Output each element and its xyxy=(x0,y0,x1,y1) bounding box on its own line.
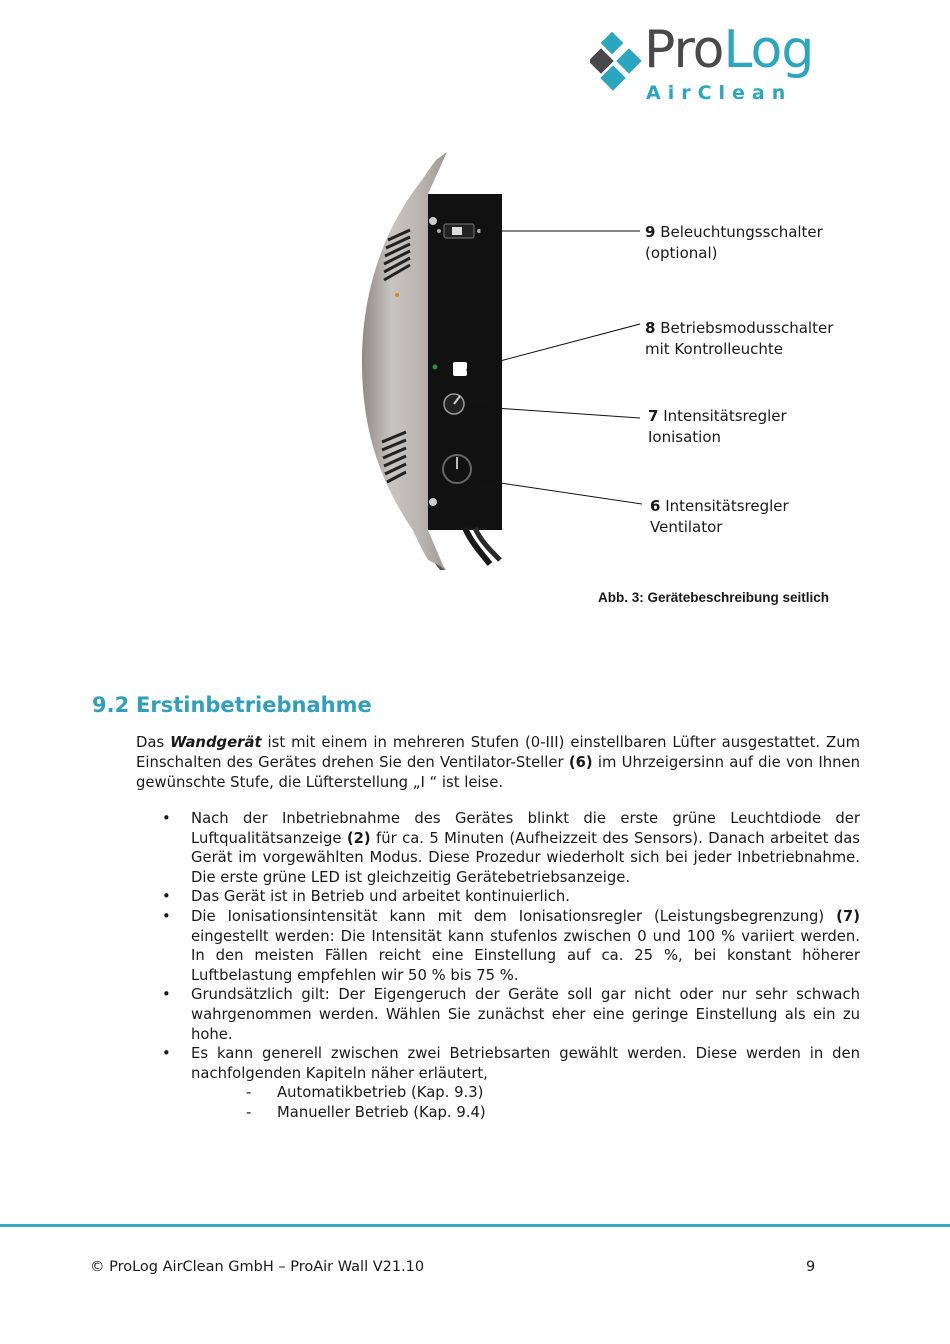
device-figure xyxy=(340,140,870,580)
callout-text: mit Kontrolleuchte xyxy=(645,340,784,358)
callout-8 xyxy=(645,318,833,360)
list-item xyxy=(136,809,860,887)
callout-number: 8 xyxy=(645,319,656,337)
footer-copyright: © ProLog AirClean GmbH – ProAir Wall V21.10 xyxy=(90,1259,425,1275)
callout-number: 9 xyxy=(645,223,656,241)
callout-9 xyxy=(645,222,823,264)
logo-wordmark xyxy=(644,20,814,80)
callout-number: 7 xyxy=(648,407,659,425)
bullet-icon: • xyxy=(162,810,171,827)
bullet-list xyxy=(136,809,860,1123)
callout-number: 6 xyxy=(650,497,661,515)
bullet-icon: • xyxy=(162,907,171,925)
logo-diamond-icon xyxy=(590,32,650,102)
callout-text: Intensitätsregler xyxy=(663,407,787,425)
list-item-text: Grundsätzlich gilt: Der Eigengeruch der Geräte soll gar nicht oder nur sehr schwach wahrgenommen werden. Wählen Sie zunächst eher eine geringe Einstellung als ein zu hohe. xyxy=(191,986,860,1043)
callout-6 xyxy=(650,496,789,538)
callout-7 xyxy=(648,406,787,448)
bullet-icon: • xyxy=(162,1045,171,1063)
bullet-icon: • xyxy=(162,986,171,1004)
bullet-icon: • xyxy=(162,888,171,906)
list-item xyxy=(136,887,860,907)
callout-text: Intensitätsregler xyxy=(665,497,789,515)
list-item xyxy=(136,985,860,1044)
callout-text: (optional) xyxy=(645,244,718,262)
page-number: 9 xyxy=(806,1259,816,1275)
logo-log: Log xyxy=(723,20,814,80)
intro-reference: (6) xyxy=(568,754,593,771)
list-item-text: Die Ionisationsintensität kann mit dem Ionisationsregler (Leistungsbegrenzung) xyxy=(191,907,837,925)
figure-caption: Abb. 3: Gerätebeschreibung seitlich xyxy=(598,590,830,605)
list-item-text: Das Gerät ist in Betrieb und arbeitet kontinuierlich. xyxy=(191,888,570,906)
footer-divider xyxy=(0,1224,950,1227)
device-illustration xyxy=(340,140,870,580)
sub-list-item xyxy=(191,1103,860,1123)
list-item xyxy=(136,907,860,985)
list-item-reference: (7) xyxy=(836,907,860,925)
sub-list-item xyxy=(191,1083,860,1103)
dash-icon: - xyxy=(246,1084,252,1102)
sub-list-item-text: Manueller Betrieb (Kap. 9.4) xyxy=(277,1103,486,1121)
dash-icon: - xyxy=(246,1103,252,1121)
callout-text: Ventilator xyxy=(650,518,723,536)
list-item xyxy=(136,1044,860,1122)
list-item-text: Es kann generell zwischen zwei Betriebsarten gewählt werden. Diese werden in den nachfolgenden Kapiteln näher erläutert, xyxy=(191,1045,860,1082)
intro-text: ist mit einem in mehreren Stufen (0-III) einstellbaren Lüfter ausgestattet. Zum Einschalten des Gerätes drehen Sie den Ventilator-Steller xyxy=(136,734,860,771)
intro-emphasis: Wandgerät xyxy=(170,734,262,751)
list-item-text: eingestellt werden: Die Intensität kann stufenlos zwischen 0 und 100 % variiert werden. In den meisten Fällen reicht eine Einstellung auf ca. 25 %, bei konstant höherer Luftbelastung empfehlen wir 50 % bis 75 %. xyxy=(191,927,860,984)
callout-text: Ionisation xyxy=(648,428,722,446)
prolog-logo xyxy=(590,20,850,110)
section-title: Erstinbetriebnahme xyxy=(136,693,372,717)
list-item-text: Nach der Inbetriebnahme des Gerätes blinkt die erste grüne Leuchtdiode der Luftqualitätsanzeige xyxy=(191,810,860,847)
section-number: 9.2 xyxy=(92,693,130,717)
callout-text: Beleuchtungsschalter xyxy=(660,223,823,241)
sub-list xyxy=(191,1083,860,1122)
section-heading xyxy=(92,693,372,717)
sub-list-item-text: Automatikbetrieb (Kap. 9.3) xyxy=(277,1084,484,1102)
list-item-reference: (2) xyxy=(346,829,371,847)
intro-text: Das xyxy=(136,734,171,751)
logo-subtitle: AirClean xyxy=(646,82,793,104)
intro-paragraph xyxy=(136,733,860,793)
list-item-text: für ca. 5 Minuten (Aufheizzeit des Sensors). Danach arbeitet das Gerät im vorgewählten Modus. Diese Prozedur wiederholt sich bei jeder Inbetriebnahme. Die erste grüne LED ist gleichzeitig Gerätebetriebsanzeige. xyxy=(191,829,860,886)
logo-pro: Pro xyxy=(644,20,724,80)
callout-text: Betriebsmodusschalter xyxy=(660,319,834,337)
intro-text: im Uhrzeigersinn auf die von Ihnen gewünschte Stufe, die Lüfterstellung „I “ ist leise. xyxy=(136,754,860,791)
